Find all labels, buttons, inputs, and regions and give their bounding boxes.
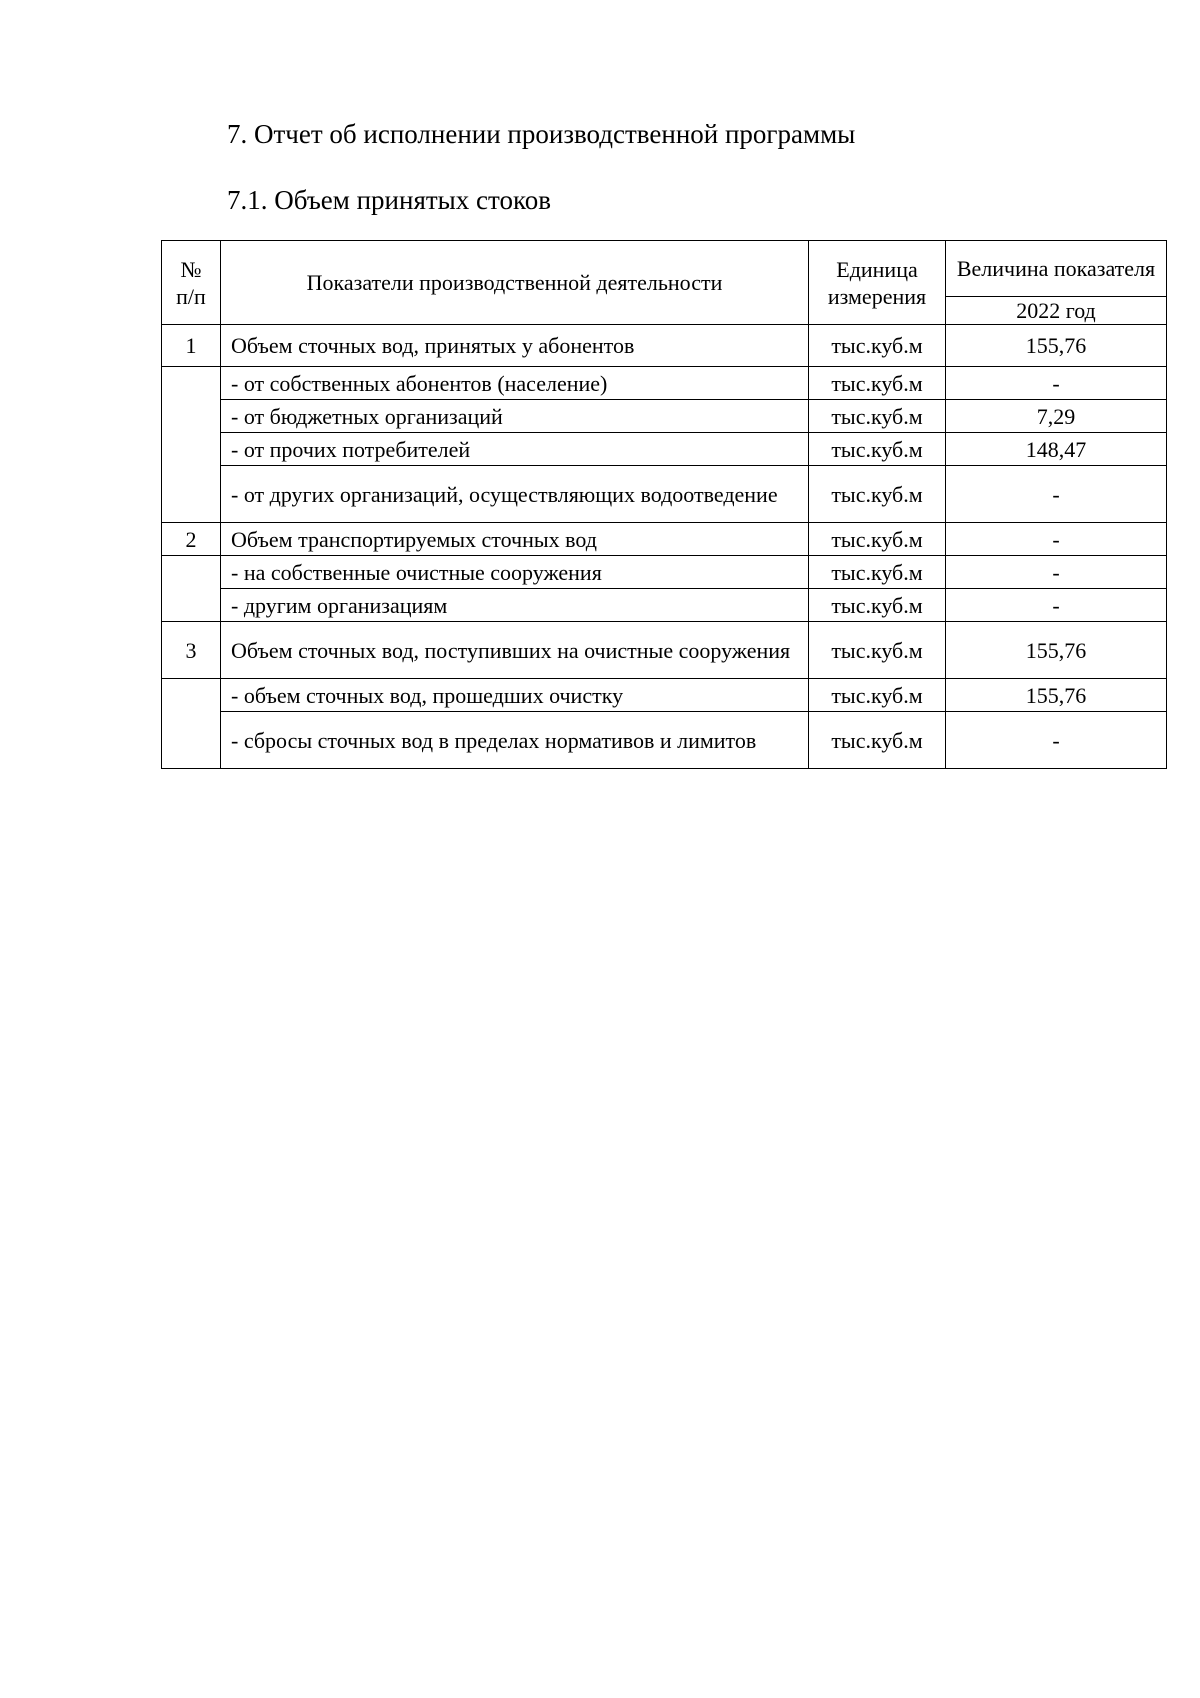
row-name: - от других организаций, осуществляющих водоотведение	[221, 466, 809, 523]
table-row	[162, 556, 1167, 589]
row-name: - от бюджетных организаций	[221, 400, 809, 433]
row-unit: тыс.куб.м	[809, 589, 946, 622]
row-value: 7,29	[946, 400, 1167, 433]
table-row	[162, 325, 1167, 367]
row-unit: тыс.куб.м	[809, 466, 946, 523]
section-title: 7. Отчет об исполнении производственной программы	[227, 119, 856, 149]
row-value: 155,76	[946, 325, 1167, 367]
row-name: - другим организациям	[221, 589, 809, 622]
table-row	[162, 622, 1167, 679]
table-row	[162, 712, 1167, 769]
table-row	[162, 400, 1167, 433]
row-num: 1	[162, 325, 221, 367]
table-row	[162, 433, 1167, 466]
row-unit: тыс.куб.м	[809, 325, 946, 367]
row-unit: тыс.куб.м	[809, 400, 946, 433]
row-name: - от прочих потребителей	[221, 433, 809, 466]
row-value: 155,76	[946, 679, 1167, 712]
row-unit: тыс.куб.м	[809, 712, 946, 769]
row-num	[162, 679, 221, 769]
subsection-title: 7.1. Объем принятых стоков	[227, 185, 551, 215]
table-row	[162, 679, 1167, 712]
production-program-table	[161, 240, 1167, 769]
row-name: Объем сточных вод, поступивших на очистные сооружения	[221, 622, 809, 679]
row-unit: тыс.куб.м	[809, 622, 946, 679]
header-unit: Единица измерения	[809, 241, 946, 325]
row-value: -	[946, 712, 1167, 769]
row-unit: тыс.куб.м	[809, 433, 946, 466]
row-name: Объем сточных вод, принятых у абонентов	[221, 325, 809, 367]
row-name: Объем транспортируемых сточных вод	[221, 523, 809, 556]
table-row	[162, 523, 1167, 556]
row-num: 2	[162, 523, 221, 556]
row-name: - сбросы сточных вод в пределах нормативов и лимитов	[221, 712, 809, 769]
row-unit: тыс.куб.м	[809, 679, 946, 712]
header-num: № п/п	[162, 241, 221, 325]
row-num	[162, 367, 221, 523]
row-value: 155,76	[946, 622, 1167, 679]
table-row	[162, 367, 1167, 400]
table-row	[162, 466, 1167, 523]
row-unit: тыс.куб.м	[809, 523, 946, 556]
row-value: -	[946, 523, 1167, 556]
row-name: - от собственных абонентов (население)	[221, 367, 809, 400]
row-unit: тыс.куб.м	[809, 556, 946, 589]
row-name: - объем сточных вод, прошедших очистку	[221, 679, 809, 712]
row-value: -	[946, 367, 1167, 400]
header-value: Величина показателя	[946, 241, 1167, 297]
row-value: 148,47	[946, 433, 1167, 466]
row-unit: тыс.куб.м	[809, 367, 946, 400]
row-value: -	[946, 589, 1167, 622]
row-value: -	[946, 466, 1167, 523]
header-indicator: Показатели производственной деятельности	[221, 241, 809, 325]
row-num: 3	[162, 622, 221, 679]
table-row	[162, 589, 1167, 622]
row-num	[162, 556, 221, 622]
row-value: -	[946, 556, 1167, 589]
header-year: 2022 год	[946, 297, 1167, 325]
row-name: - на собственные очистные сооружения	[221, 556, 809, 589]
